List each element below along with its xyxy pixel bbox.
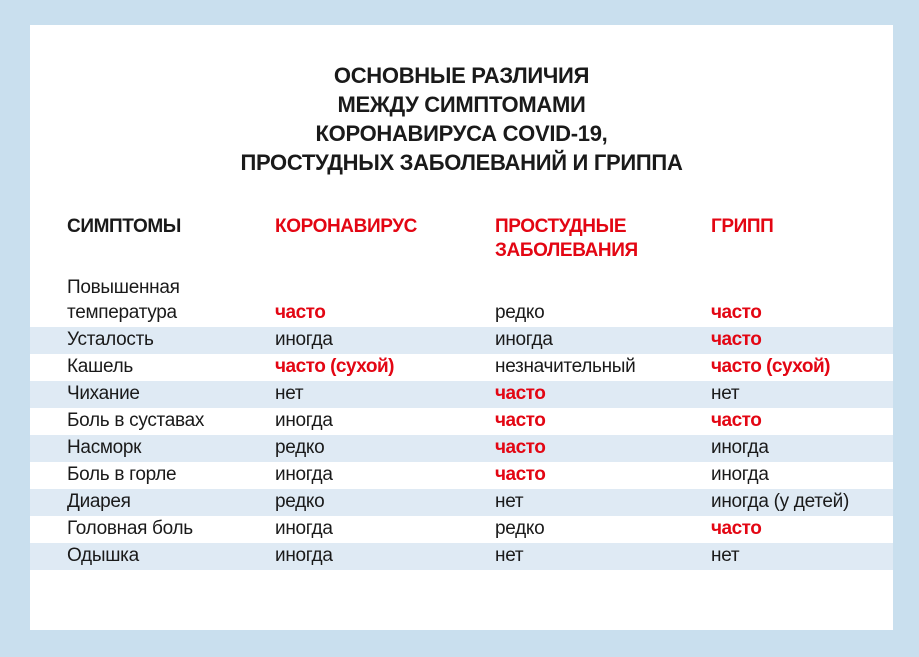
table-row xyxy=(30,435,893,462)
cold-cell: часто xyxy=(495,410,546,431)
cold-cell: незначительный xyxy=(495,356,636,377)
header-label: ЗАБОЛЕВАНИЯ xyxy=(495,240,638,261)
symptom-cell xyxy=(67,354,133,379)
table-row xyxy=(30,327,893,354)
symptom-label: Боль в суставах xyxy=(67,410,205,431)
coronavirus-cell: редко xyxy=(275,437,325,458)
symptom-label: Одышка xyxy=(67,545,139,566)
coronavirus-cell: иногда xyxy=(275,545,333,566)
symptoms-table xyxy=(30,215,893,570)
table-row xyxy=(30,381,893,408)
cold-cell: часто xyxy=(495,464,546,485)
symptom-label: температура xyxy=(67,302,177,323)
symptom-label: Боль в горле xyxy=(67,464,177,485)
flu-cell: часто (сухой) xyxy=(711,356,831,377)
table-body xyxy=(30,275,893,570)
cold-cell: часто xyxy=(495,437,546,458)
header-flu xyxy=(711,215,773,239)
symptom-cell xyxy=(67,543,139,568)
symptom-label: Насморк xyxy=(67,437,142,458)
flu-cell: иногда (у детей) xyxy=(711,491,850,512)
header-symptoms xyxy=(67,215,181,239)
table-row xyxy=(30,354,893,381)
cold-cell: нет xyxy=(495,545,524,566)
flu-cell: иногда xyxy=(711,464,769,485)
table-row xyxy=(30,462,893,489)
cold-cell: иногда xyxy=(495,329,553,350)
flu-cell: часто xyxy=(711,518,762,539)
table-row xyxy=(30,275,893,327)
flu-cell: часто xyxy=(711,410,762,431)
coronavirus-cell: часто (сухой) xyxy=(275,356,395,377)
title-line: КОРОНАВИРУСА COVID-19, xyxy=(315,121,608,146)
header-label: СИМПТОМЫ xyxy=(67,216,182,237)
coronavirus-cell: иногда xyxy=(275,410,333,431)
cold-cell: часто xyxy=(495,383,546,404)
header-cold xyxy=(495,215,638,263)
title-line: ПРОСТУДНЫХ ЗАБОЛЕВАНИЙ И ГРИППА xyxy=(240,150,683,175)
coronavirus-cell: иногда xyxy=(275,518,333,539)
cold-cell: редко xyxy=(495,518,545,539)
symptom-label: Головная боль xyxy=(67,518,193,539)
symptom-cell xyxy=(67,327,154,352)
symptom-label: Повышенная xyxy=(67,277,180,298)
title-line: ОСНОВНЫЕ РАЗЛИЧИЯ xyxy=(333,63,590,88)
coronavirus-cell: иногда xyxy=(275,464,333,485)
flu-cell: нет xyxy=(711,383,740,404)
symptom-label: Усталость xyxy=(67,329,154,350)
symptom-cell xyxy=(67,516,193,541)
symptom-label: Кашель xyxy=(67,356,133,377)
coronavirus-cell: нет xyxy=(275,383,304,404)
header-label: ПРОСТУДНЫЕ xyxy=(495,216,627,237)
symptom-cell xyxy=(67,408,204,433)
symptom-cell xyxy=(67,381,140,406)
flu-cell: иногда xyxy=(711,437,769,458)
table-row xyxy=(30,543,893,570)
flu-cell: часто xyxy=(711,329,762,350)
header-label: КОРОНАВИРУС xyxy=(275,216,417,237)
title-line: МЕЖДУ СИМПТОМАМИ xyxy=(337,92,586,117)
cold-cell: нет xyxy=(495,491,524,512)
coronavirus-cell: иногда xyxy=(275,329,333,350)
flu-cell: часто xyxy=(711,302,762,323)
symptom-label: Чихание xyxy=(67,383,140,404)
cold-cell: редко xyxy=(495,302,545,323)
coronavirus-cell: редко xyxy=(275,491,325,512)
infographic-card xyxy=(30,25,893,630)
table-row xyxy=(30,516,893,543)
symptom-cell xyxy=(67,435,141,460)
table-header xyxy=(30,215,893,275)
coronavirus-cell: часто xyxy=(275,302,326,323)
symptom-cell xyxy=(67,489,131,514)
page-title xyxy=(30,61,893,177)
symptom-label: Диарея xyxy=(67,491,131,512)
table-row xyxy=(30,489,893,516)
flu-cell: нет xyxy=(711,545,740,566)
header-label: ГРИПП xyxy=(711,216,774,237)
symptom-cell xyxy=(67,275,180,325)
table-row xyxy=(30,408,893,435)
header-coronavirus xyxy=(275,215,417,239)
symptom-cell xyxy=(67,462,176,487)
